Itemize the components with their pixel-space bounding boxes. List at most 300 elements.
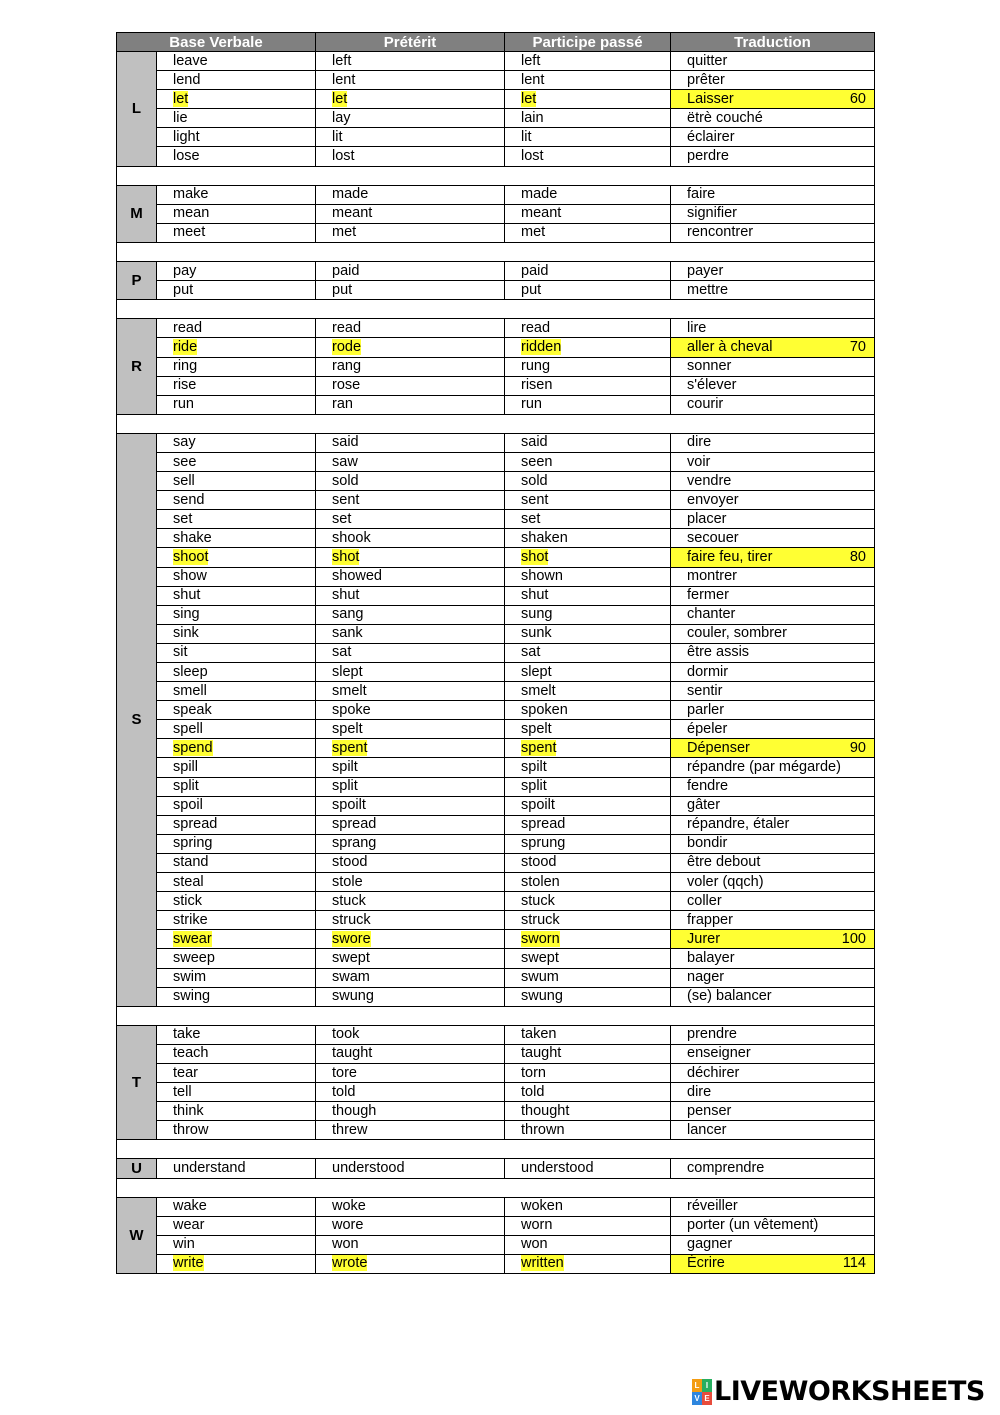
translation-cell [671,720,875,739]
base-verb-cell [157,1063,316,1082]
participle-text: paid [521,262,549,279]
base-verb-cell [157,1025,316,1044]
preterit-cell [316,1159,505,1178]
participle-cell [505,281,671,300]
table-row [117,873,875,892]
translation-text: gagner [687,1236,733,1253]
base-verb-cell [157,204,316,223]
base-verb-cell [157,1235,316,1254]
preterit-cell [316,548,505,567]
base-verb-text: lie [173,109,188,126]
translation-cell [671,357,875,376]
participle-text: shot [521,548,549,565]
participle-text: smelt [521,682,556,699]
score-number: 80 [849,548,866,565]
preterit-cell [316,853,505,872]
table-row [117,911,875,930]
table-header-row [117,33,875,52]
participle-text: meant [521,205,562,222]
preterit-text: stole [332,873,363,890]
preterit-text: meant [332,205,373,222]
participle-cell [505,1254,671,1273]
preterit-cell [316,682,505,701]
translation-text: épeler [687,720,728,737]
base-verb-cell [157,1044,316,1063]
base-verb-text: sit [173,644,188,661]
participle-text: worn [521,1217,553,1234]
table-row [117,853,875,872]
participle-text: let [521,90,537,107]
table-row [117,682,875,701]
logo-mark-letter: L [692,1379,702,1392]
preterit-cell [316,643,505,662]
participle-text: taken [521,1026,557,1043]
participle-text: stuck [521,892,555,909]
participle-text: shut [521,587,549,604]
translation-text: balayer [687,949,735,966]
table-row [117,815,875,834]
base-verb-text: sell [173,472,195,489]
table-row [117,71,875,90]
translation-cell [671,376,875,395]
base-verb-text: speak [173,701,212,718]
base-verb-cell [157,52,316,71]
base-verb-cell [157,834,316,853]
translation-text: Laisser [687,90,734,107]
base-verb-text: swear [173,930,212,947]
table-row [117,262,875,281]
translation-text: signifier [687,205,737,222]
group-letter: W [117,1197,157,1273]
translation-cell [671,185,875,204]
base-verb-cell [157,853,316,872]
base-verb-text: win [173,1236,195,1253]
preterit-text: let [332,90,348,107]
preterit-cell [316,1102,505,1121]
base-verb-text: mean [173,205,210,222]
participle-text: shown [521,568,563,585]
preterit-text: swam [332,969,370,986]
base-verb-cell [157,605,316,624]
base-verb-text: meet [173,224,206,241]
translation-cell [671,204,875,223]
table-row [117,376,875,395]
base-verb-text: ride [173,338,198,355]
translation-cell [671,452,875,471]
preterit-cell [316,949,505,968]
base-verb-cell [157,529,316,548]
translation-cell [671,338,875,357]
participle-cell [505,52,671,71]
preterit-cell [316,1121,505,1140]
table-row [117,281,875,300]
preterit-cell [316,185,505,204]
participle-text: thrown [521,1121,565,1138]
participle-cell [505,682,671,701]
preterit-text: understood [332,1159,405,1176]
participle-text: spoilt [521,797,555,814]
preterit-text: lost [332,148,355,165]
table-row [117,586,875,605]
group-letter: S [117,433,157,1006]
preterit-text: rang [332,358,362,375]
base-verb-cell [157,433,316,452]
preterit-cell [316,930,505,949]
translation-cell [671,472,875,491]
group-spacer [117,414,875,433]
table-row [117,491,875,510]
translation-text: réveiller [687,1198,738,1215]
participle-text: said [521,434,548,451]
participle-cell [505,911,671,930]
preterit-text: left [332,52,352,69]
translation-cell [671,529,875,548]
participle-text: stolen [521,873,560,890]
preterit-cell [316,1063,505,1082]
participle-cell [505,605,671,624]
preterit-text: showed [332,568,382,585]
preterit-cell [316,586,505,605]
preterit-text: stuck [332,892,366,909]
translation-cell [671,109,875,128]
preterit-cell [316,491,505,510]
header-participe-passe: Participe passé [505,33,671,52]
preterit-cell [316,52,505,71]
table-row [117,968,875,987]
table-row [117,319,875,338]
table-row [117,510,875,529]
group-spacer [117,1006,875,1025]
translation-cell [671,71,875,90]
preterit-text: saw [332,453,358,470]
base-verb-cell [157,90,316,109]
translation-text: secouer [687,529,739,546]
participle-text: put [521,281,542,298]
base-verb-text: steal [173,873,204,890]
base-verb-cell [157,1083,316,1102]
table-row [117,892,875,911]
preterit-text: spoke [332,701,371,718]
base-verb-cell [157,624,316,643]
preterit-text: tore [332,1064,357,1081]
participle-cell [505,1159,671,1178]
translation-cell [671,892,875,911]
base-verb-text: stand [173,854,209,871]
participle-cell [505,128,671,147]
participle-cell [505,1102,671,1121]
participle-cell [505,796,671,815]
translation-cell [671,281,875,300]
translation-cell [671,586,875,605]
translation-text: vendre [687,472,732,489]
preterit-cell [316,1025,505,1044]
preterit-cell [316,834,505,853]
table-row [117,987,875,1006]
translation-cell [671,1254,875,1273]
preterit-cell [316,1235,505,1254]
translation-cell [671,395,875,414]
participle-text: spent [521,739,557,756]
preterit-text: spelt [332,720,363,737]
participle-text: lain [521,109,544,126]
base-verb-text: spoil [173,797,203,814]
preterit-cell [316,262,505,281]
base-verb-cell [157,491,316,510]
table-row [117,1063,875,1082]
base-verb-cell [157,185,316,204]
base-verb-cell [157,1102,316,1121]
translation-text: comprendre [687,1159,765,1176]
base-verb-cell [157,109,316,128]
base-verb-text: spread [173,816,218,833]
group-letter: R [117,319,157,414]
participle-text: sprung [521,835,566,852]
base-verb-text: swim [173,969,207,986]
participle-text: read [521,319,551,336]
base-verb-cell [157,643,316,662]
table-row [117,109,875,128]
participle-text: run [521,396,542,413]
participle-text: ridden [521,338,562,355]
table-row [117,90,875,109]
participle-text: struck [521,911,560,928]
score-number: 100 [841,930,866,947]
base-verb-text: strike [173,911,208,928]
preterit-cell [316,911,505,930]
base-verb-cell [157,223,316,242]
translation-cell [671,548,875,567]
preterit-cell [316,472,505,491]
base-verb-text: show [173,568,207,585]
participle-text: split [521,778,547,795]
translation-cell [671,911,875,930]
base-verb-text: run [173,396,194,413]
base-verb-text: throw [173,1121,209,1138]
preterit-cell [316,338,505,357]
participle-text: sat [521,644,541,661]
translation-text: éclairer [687,128,735,145]
translation-cell [671,758,875,777]
table-row [117,338,875,357]
base-verb-text: split [173,778,199,795]
translation-cell [671,567,875,586]
participle-cell [505,472,671,491]
logo-mark-icon [692,1379,712,1405]
base-verb-cell [157,1121,316,1140]
base-verb-text: swing [173,988,211,1005]
translation-cell [671,796,875,815]
participle-cell [505,701,671,720]
base-verb-cell [157,586,316,605]
table-row [117,758,875,777]
participle-cell [505,739,671,758]
base-verb-text: understand [173,1159,246,1176]
participle-cell [505,892,671,911]
translation-text: faire feu, tirer [687,548,773,565]
table-row [117,529,875,548]
preterit-cell [316,663,505,682]
preterit-text: put [332,281,353,298]
preterit-text: smelt [332,682,367,699]
table-row [117,567,875,586]
translation-text: répandre, étaler [687,816,790,833]
translation-cell [671,777,875,796]
logo-mark-letter: E [702,1392,712,1405]
preterit-text: slept [332,663,363,680]
participle-text: slept [521,663,552,680]
translation-text: prêter [687,71,725,88]
translation-cell [671,1216,875,1235]
preterit-cell [316,90,505,109]
translation-cell [671,987,875,1006]
table-row [117,720,875,739]
translation-text: enseigner [687,1045,751,1062]
translation-text: montrer [687,568,737,585]
table-row [117,739,875,758]
table-row [117,624,875,643]
base-verb-text: set [173,510,193,527]
table-row [117,357,875,376]
preterit-text: split [332,778,358,795]
base-verb-text: send [173,491,205,508]
participle-text: set [521,510,541,527]
participle-text: thought [521,1102,570,1119]
participle-cell [505,1235,671,1254]
preterit-text: made [332,186,369,203]
preterit-cell [316,873,505,892]
table-row [117,949,875,968]
base-verb-text: light [173,128,200,145]
base-verb-cell [157,777,316,796]
translation-text: rencontrer [687,224,754,241]
table-row [117,605,875,624]
participle-cell [505,949,671,968]
base-verb-text: spend [173,739,213,756]
participle-text: sunk [521,625,552,642]
base-verb-text: tear [173,1064,198,1081]
base-verb-cell [157,1197,316,1216]
base-verb-text: smell [173,682,207,699]
base-verb-text: pay [173,262,197,279]
base-verb-text: sleep [173,663,208,680]
base-verb-cell [157,949,316,968]
preterit-cell [316,758,505,777]
participle-text: made [521,186,558,203]
base-verb-cell [157,357,316,376]
base-verb-cell [157,338,316,357]
translation-text: frapper [687,911,733,928]
table-row [117,147,875,166]
base-verb-text: put [173,281,194,298]
base-verb-cell [157,71,316,90]
base-verb-cell [157,911,316,930]
base-verb-cell [157,472,316,491]
participle-text: understood [521,1159,594,1176]
base-verb-cell [157,987,316,1006]
translation-cell [671,319,875,338]
base-verb-text: rise [173,377,197,394]
participle-text: sworn [521,930,560,947]
table-row [117,701,875,720]
table-row [117,796,875,815]
base-verb-text: read [173,319,203,336]
translation-text: dire [687,1083,712,1100]
base-verb-text: let [173,90,189,107]
translation-text: quitter [687,52,728,69]
preterit-text: said [332,434,359,451]
translation-cell [671,834,875,853]
translation-text: perdre [687,148,729,165]
participle-text: left [521,52,541,69]
translation-cell [671,643,875,662]
preterit-cell [316,529,505,548]
preterit-cell [316,433,505,452]
translation-text: Jurer [687,930,721,947]
translation-cell [671,90,875,109]
preterit-cell [316,1083,505,1102]
base-verb-cell [157,452,316,471]
preterit-text: told [332,1083,356,1100]
translation-text: sentir [687,682,723,699]
preterit-text: woke [332,1198,366,1215]
preterit-text: swept [332,949,370,966]
base-verb-cell [157,376,316,395]
participle-cell [505,109,671,128]
preterit-text: lit [332,128,343,145]
table-row [117,548,875,567]
base-verb-text: lend [173,71,201,88]
participle-cell [505,586,671,605]
base-verb-cell [157,567,316,586]
base-verb-cell [157,128,316,147]
base-verb-text: spell [173,720,203,737]
translation-cell [671,1197,875,1216]
participle-cell [505,987,671,1006]
table-row [117,1102,875,1121]
translation-text: fermer [687,587,729,604]
preterit-cell [316,71,505,90]
preterit-text: wrote [332,1255,368,1272]
participle-text: won [521,1236,548,1253]
translation-cell [671,624,875,643]
preterit-text: sank [332,625,363,642]
participle-cell [505,491,671,510]
preterit-text: struck [332,911,371,928]
preterit-cell [316,567,505,586]
participle-cell [505,1216,671,1235]
base-verb-text: spill [173,759,198,776]
preterit-cell [316,815,505,834]
base-verb-cell [157,930,316,949]
participle-cell [505,624,671,643]
preterit-cell [316,147,505,166]
participle-cell [505,147,671,166]
base-verb-cell [157,395,316,414]
preterit-cell [316,357,505,376]
preterit-text: though [332,1102,377,1119]
participle-text: taught [521,1045,562,1062]
base-verb-text: lose [173,148,200,165]
preterit-text: shut [332,587,360,604]
base-verb-text: wake [173,1198,207,1215]
translation-cell [671,128,875,147]
participle-cell [505,815,671,834]
score-number: 70 [849,338,866,355]
participle-text: lost [521,148,544,165]
preterit-text: shook [332,529,371,546]
preterit-text: lay [332,109,351,126]
translation-text: gâter [687,797,721,814]
